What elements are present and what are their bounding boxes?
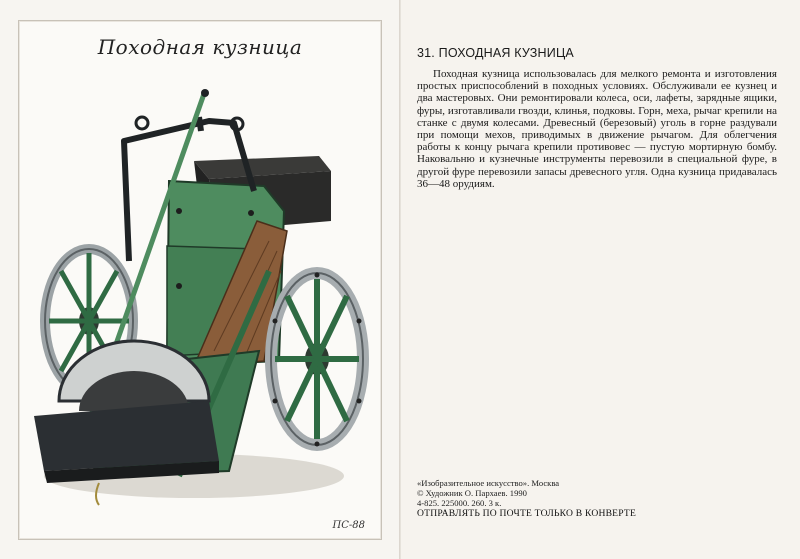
illustration-frame	[18, 20, 382, 540]
artist-signature: ПС-88	[332, 520, 365, 531]
text-card	[401, 0, 800, 559]
field-forge-illustration	[19, 21, 381, 539]
illustration-card	[0, 0, 399, 559]
imprint-publisher: «Изобразительное искусство». Москва	[417, 478, 560, 488]
imprint-codes: 4-825. 225000. 260. 3 к.	[417, 498, 502, 508]
mail-note: ОТПРАВЛЯТЬ ПО ПОЧТЕ ТОЛЬКО В КОНВЕРТЕ	[417, 508, 637, 519]
card-heading: 31. ПОХОДНАЯ КУЗНИЦА	[417, 46, 574, 60]
imprint-block	[417, 478, 777, 508]
card-description: Походная кузница использовалась для мелкого ремонта и изготовления простых приспособлений в походных условиях. Обслуживали ее кузнец и два мастеровых. Они ремонтировали колеса, оси, лафеты, зарядные ящики, фуры, изготавливали гвозди, клинья, подковы. Горн, меха, рычаг крепили на станке с двумя колесами. Древесный (березовый) уголь в горне раздували при помощи мехов, приводимых в движение рычагом. Для облегчения работы к концу рычага крепили противовес — пустую мортирную бомбу. Наковальню и кузнечные инструменты перевозили в специальной фуре, в другой фуре перевозили запасы древесного угля. Одна кузница придавалась 36—48 орудиям.	[417, 68, 777, 190]
imprint-copyright: © Художник О. Пархаев. 1990	[417, 488, 527, 498]
illustration-title: Походная кузница	[97, 35, 303, 59]
right-wheel	[271, 273, 363, 447]
